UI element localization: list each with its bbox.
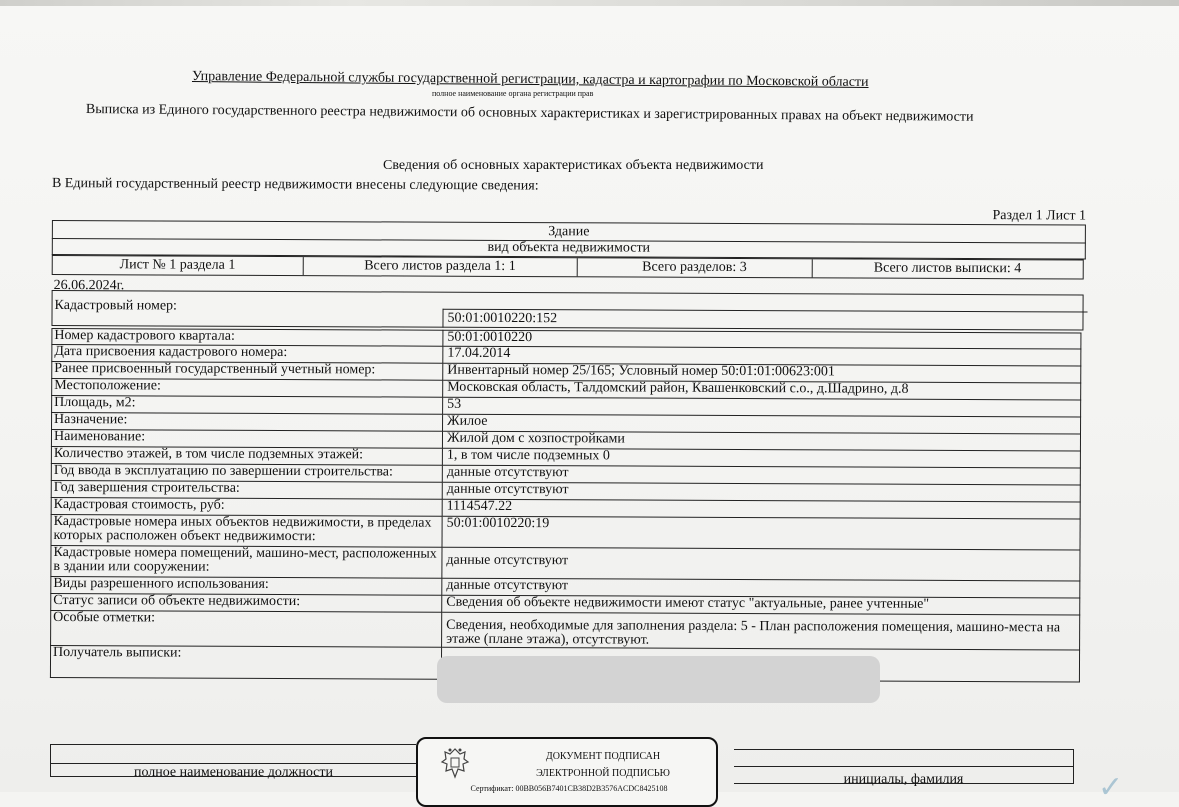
cadastral-number-label: Кадастровый номер: bbox=[54, 298, 177, 314]
row-value: данные отсутствуют bbox=[442, 465, 1080, 485]
total-extract-sheets: Всего листов выписки: 4 bbox=[873, 260, 1022, 277]
row-value: 1114547.22 bbox=[442, 499, 1080, 519]
row-value: Сведения об объекте недвижимости имеют статус "актуальные, ранее учтенные" bbox=[442, 595, 1080, 615]
row-label: Назначение: bbox=[52, 413, 443, 432]
row-label: Ранее присвоенный государственный учетный номер: bbox=[52, 362, 443, 381]
row-value: Сведения, необходимые для заполнения раздела: 5 - План расположения помещения, машино-места на этаже (плане этажа), отсутствуют. bbox=[442, 612, 1080, 650]
section-sheet-label: Раздел 1 Лист 1 bbox=[992, 208, 1086, 224]
cadastral-number-row bbox=[51, 290, 1083, 331]
extract-date: 26.06.2024г. bbox=[53, 278, 125, 294]
name-caption: инициалы, фамилия bbox=[843, 772, 964, 787]
paper-edge bbox=[0, 0, 1179, 6]
row-label: Количество этажей, в том числе подземных этажей: bbox=[51, 446, 442, 465]
row-label: Местоположение: bbox=[52, 379, 443, 398]
cadastral-number-value: 50:01:0010220:152 bbox=[442, 309, 1087, 331]
stamp-line-1: ДОКУМЕНТ ПОДПИСАН bbox=[545, 751, 661, 762]
sheet-info-row bbox=[52, 255, 1084, 280]
table-row bbox=[51, 545, 1080, 580]
position-cell bbox=[50, 744, 416, 780]
table-row bbox=[51, 610, 1080, 649]
row-value: 1, в том числе подземных 0 bbox=[442, 448, 1080, 468]
total-section-sheets: Всего листов раздела 1: 1 bbox=[303, 257, 578, 276]
row-value: Инвентарный номер 25/165; Условный номер 50:01:01:00623:001 bbox=[443, 363, 1081, 383]
total-sections: Всего разделов: 3 bbox=[578, 258, 813, 277]
row-label: Виды разрешенного использования: bbox=[51, 576, 442, 595]
row-label: Наименование: bbox=[51, 430, 442, 449]
row-value: 17.04.2014 bbox=[443, 346, 1081, 366]
redacted-recipient bbox=[437, 656, 880, 703]
object-type-caption: вид объекта недвижимости bbox=[487, 239, 651, 256]
row-label: Кадастровые номера иных объектов недвижимости, в пределах которых расположен объект недвижимости: bbox=[51, 514, 442, 547]
row-value: данные отсутствуют bbox=[442, 578, 1080, 598]
stamp-certificate: Сертификат: 00BB056B7401CB38D2B3576ACDC8425108 bbox=[470, 784, 668, 793]
row-label: Год ввода в эксплуатацию по завершении строительства: bbox=[51, 463, 442, 482]
row-value: 50:01:0010220 bbox=[443, 330, 1081, 349]
section-heading: Сведения об основных характеристиках объекта недвижимости bbox=[383, 158, 764, 173]
row-label: Статус записи об объекте недвижимости: bbox=[51, 593, 442, 612]
row-label: Номер кадастрового квартала: bbox=[52, 329, 443, 347]
name-cell bbox=[734, 749, 1074, 787]
row-label: Год завершения строительства: bbox=[51, 480, 442, 499]
document-title: Выписка из Единого государственного реестра недвижимости об основных характеристиках и зарегистрированных правах на объект недвижимости bbox=[85, 102, 974, 125]
row-label: Дата присвоения кадастрового номера: bbox=[52, 345, 443, 364]
row-value: Жилое bbox=[443, 414, 1081, 434]
intro-text: В Единый государственный реестр недвижимости внесены следующие сведения: bbox=[51, 176, 539, 194]
stamp-line-2: ЭЛЕКТРОННОЙ ПОДПИСЬЮ bbox=[536, 768, 670, 779]
authority-name: Управление Федеральной службы государственной регистрации, кадастра и картографии по Московской области bbox=[191, 69, 869, 90]
pen-mark-icon: ✓ bbox=[1098, 770, 1124, 805]
characteristics-table bbox=[50, 328, 1082, 682]
object-type-value: Здание bbox=[548, 223, 590, 239]
row-value: данные отсутствуют bbox=[442, 482, 1080, 502]
coat-of-arms-icon bbox=[438, 745, 472, 785]
authority-caption: полное наименование органа регистрации прав bbox=[432, 89, 594, 98]
extract-sheet bbox=[50, 204, 1086, 689]
e-signature-stamp bbox=[416, 737, 718, 807]
row-value: 50:01:0010220:19 bbox=[442, 516, 1080, 550]
row-value: Жилой дом с хозпостройками bbox=[442, 431, 1080, 451]
row-label: Получатель выписки: bbox=[50, 645, 441, 679]
row-value: 53 bbox=[443, 397, 1081, 417]
divider bbox=[734, 766, 1073, 767]
sheet-number: Лист № 1 раздела 1 bbox=[53, 256, 304, 275]
position-caption: полное наименование должности bbox=[133, 765, 334, 780]
row-value: Московская область, Талдомский район, Квашенковский с.о., д.Шадрино, д.8 bbox=[443, 380, 1081, 400]
row-label: Особые отметки: bbox=[51, 610, 442, 647]
divider bbox=[51, 763, 416, 764]
row-label: Кадастровая стоимость, руб: bbox=[51, 497, 442, 516]
table-row bbox=[51, 514, 1080, 549]
row-label: Площадь, м2: bbox=[52, 396, 443, 415]
row-label: Кадастровые номера помещений, машино-мест, расположенных в здании или сооружении: bbox=[51, 545, 442, 578]
row-value: данные отсутствуют bbox=[442, 547, 1080, 581]
